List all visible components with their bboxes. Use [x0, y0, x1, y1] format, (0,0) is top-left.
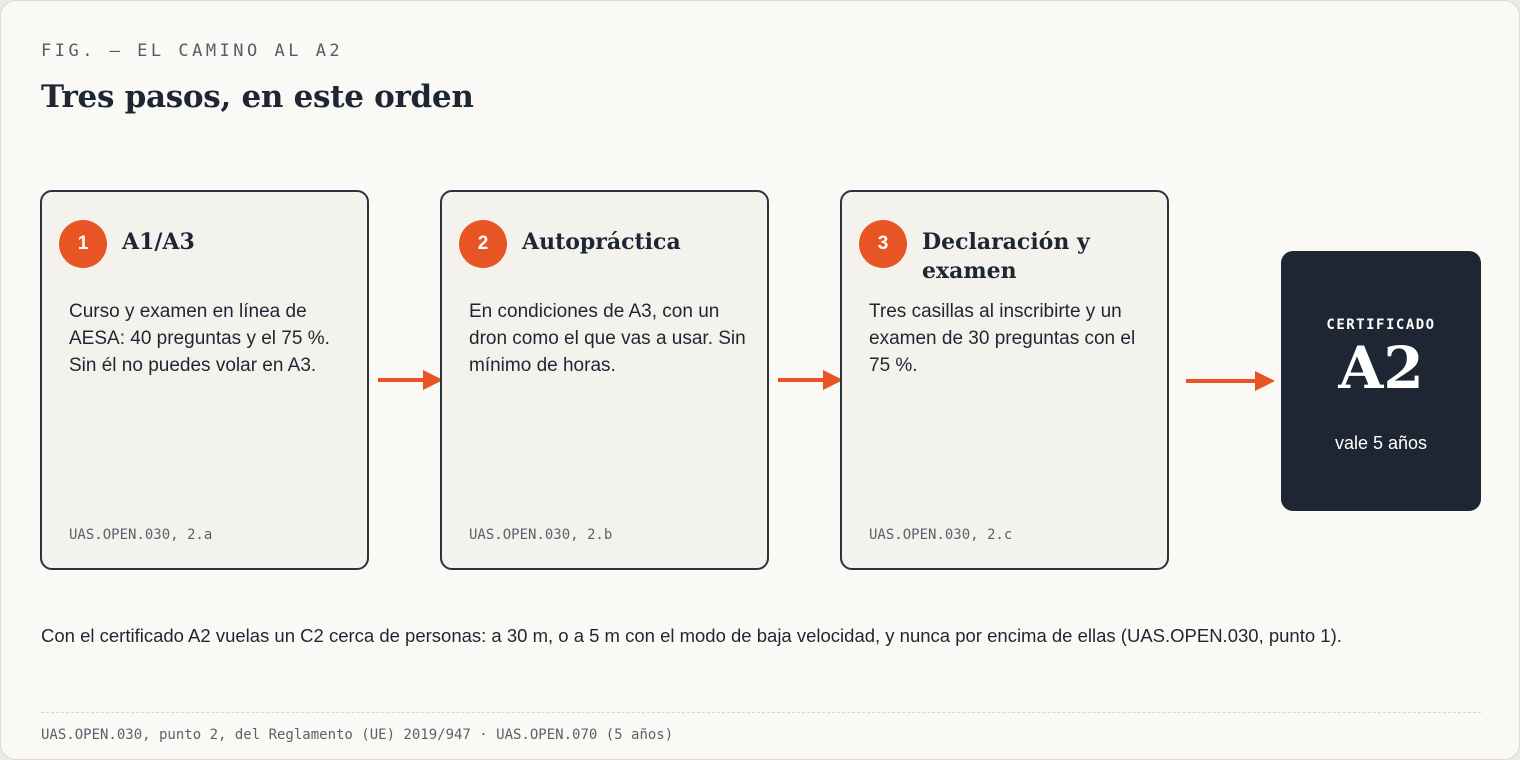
step-description: Curso y examen en línea de AESA: 40 preguntas y el 75 %. Sin él no puedes volar en A3.	[69, 301, 330, 376]
certificate-validity: vale 5 años	[1334, 433, 1428, 453]
arrow-right-icon	[377, 369, 445, 391]
step-number-badge: 2	[459, 220, 507, 268]
step-card-2	[440, 190, 769, 570]
step-number-badge: 1	[59, 220, 107, 268]
step-reference: UAS.OPEN.030, 2.b	[469, 527, 613, 543]
certificate-card	[1281, 251, 1481, 511]
arrow-right-icon	[1185, 370, 1277, 392]
certificate-label: CERTIFICADO	[1326, 317, 1436, 333]
step-title: Autopráctica	[522, 229, 681, 255]
certificate-name: A2	[1338, 334, 1424, 402]
step-description: Tres casillas al inscribirte y un examen de 30 preguntas con el 75 %.	[869, 301, 1136, 376]
step-card-1	[40, 190, 369, 570]
arrow-right-icon	[777, 369, 845, 391]
step-number-badge: 3	[859, 220, 907, 268]
step-title: A1/A3	[122, 229, 195, 255]
step-card-3	[840, 190, 1169, 570]
figure-kicker: FIG. — EL CAMINO AL A2	[41, 41, 344, 61]
step-reference: UAS.OPEN.030, 2.c	[869, 527, 1013, 543]
source-citation: UAS.OPEN.030, punto 2, del Reglamento (UE) 2019/947 · UAS.OPEN.070 (5 años)	[41, 727, 674, 743]
figure-title: Tres pasos, en este orden	[41, 79, 474, 115]
step-reference: UAS.OPEN.030, 2.a	[69, 527, 213, 543]
explanatory-note: Con el certificado A2 vuelas un C2 cerca de personas: a 30 m, o a 5 m con el modo de baja velocidad, y nunca por encima de ellas (UAS.OPEN.030, punto 1).	[41, 625, 1342, 646]
step-description: En condiciones de A3, con un dron como el que vas a usar. Sin mínimo de horas.	[469, 301, 746, 376]
step-title: Declaración y examen	[922, 229, 1090, 284]
footer-divider	[41, 712, 1481, 713]
